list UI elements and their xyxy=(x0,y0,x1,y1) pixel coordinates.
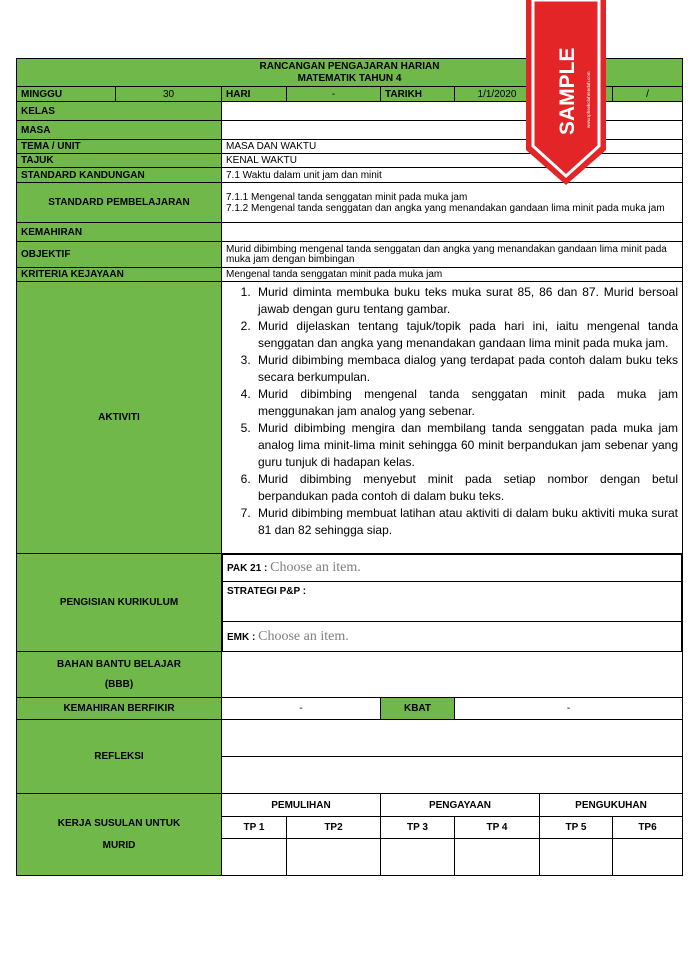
pemulihan-header: PEMULIHAN xyxy=(222,794,381,817)
kelas-value xyxy=(222,102,683,121)
tp1-header: TP 1 xyxy=(222,817,287,839)
tp2-cell xyxy=(287,839,381,876)
masa-label: MASA xyxy=(17,121,222,140)
sp-item-2: 7.1.2 Mengenal tanda senggatan dan angka yang menandakan gandaan lima minit pada muka jam xyxy=(226,202,665,214)
pak21-dropdown[interactable]: Choose an item. xyxy=(270,560,361,576)
aktiviti-item-2: 2. Murid dijelaskan tentang tajuk/topik pada hari ini, iaitu mengenal tanda senggatan dan angka yang menandakan gandaan lima minit pada muka jam. xyxy=(254,318,678,352)
kemahiran-value xyxy=(222,223,683,242)
aktiviti-item-3: 3. Murid dibimbing membaca dialog yang terdapat pada contoh dalam buku teks secara berkumpulan. xyxy=(254,352,678,386)
tp2-header: TP2 xyxy=(287,817,381,839)
refleksi-row-2 xyxy=(222,757,683,794)
minggu-value: 30 xyxy=(116,87,222,102)
kriteria-kejayaan-value: Mengenal tanda senggatan minit pada muka jam xyxy=(222,268,683,282)
standard-pembelajaran-label: STANDARD PEMBELAJARAN xyxy=(17,183,222,223)
kerja-susulan-line1: KERJA SUSULAN UNTUK xyxy=(57,817,181,829)
tajuk-value: KENAL WAKTU xyxy=(222,154,683,168)
tema-value: MASA DAN WAKTU xyxy=(222,140,683,154)
kemahiran-label: KEMAHIRAN xyxy=(17,223,222,242)
pengayaan-header: PENGAYAAN xyxy=(381,794,540,817)
ribbon-text: SAMPLE xyxy=(556,47,579,135)
tp3-cell xyxy=(381,839,455,876)
standard-pembelajaran-value xyxy=(222,183,683,223)
refleksi-row-1 xyxy=(222,720,683,757)
bbb-value xyxy=(222,652,683,698)
tp6-header: TP6 xyxy=(613,817,683,839)
tp6-cell xyxy=(613,839,683,876)
pengisian-kurikulum-subtable xyxy=(222,554,682,651)
tp4-cell xyxy=(455,839,540,876)
tema-label: TEMA / UNIT xyxy=(17,140,222,154)
plan-title-line2: MATEMATIK TAHUN 4 xyxy=(297,72,402,84)
sp-item-1: 7.1.1 Mengenal tanda senggatan minit pada muka jam xyxy=(226,191,468,203)
strategi-label: STRATEGI P&P : xyxy=(227,586,307,598)
emk-field[interactable] xyxy=(223,622,682,651)
hari-label: HARI xyxy=(222,87,287,102)
tajuk-label: TAJUK xyxy=(17,154,222,168)
tp5-cell xyxy=(540,839,613,876)
emk-dropdown[interactable]: Choose an item. xyxy=(258,628,349,644)
kerja-susulan-line2: MURID xyxy=(102,839,136,851)
kriteria-kejayaan-label: KRITERIA KEJAYAAN xyxy=(17,268,222,282)
standard-kandungan-value: 7.1 Waktu dalam unit jam dan minit xyxy=(222,168,683,183)
sample-ribbon xyxy=(526,0,606,185)
tarikh-label: TARIKH xyxy=(381,87,455,102)
aktiviti-item-4: 4. Murid dibimbing mengenal tanda senggatan minit pada muka jam menggunakan jam analog yang sebenar. xyxy=(254,386,678,420)
aktiviti-item-5: 5. Murid dibimbing mengira dan membilang tanda senggatan pada muka jam analog lima minit-lima minit sehingga 60 minit berpandukan jam sebenar yang guru tunjuk di hadapan kelas. xyxy=(254,420,678,471)
kemahiran-berfikir-value: - xyxy=(222,698,381,720)
tp1-cell xyxy=(222,839,287,876)
refleksi-label: REFLEKSI xyxy=(17,720,222,794)
bbb-label xyxy=(17,652,222,698)
bbb-label-line1: BAHAN BANTU BELAJAR xyxy=(57,658,181,670)
kemahiran-berfikir-label: KEMAHIRAN BERFIKIR xyxy=(17,698,222,720)
plan-title-line1: RANCANGAN PENGAJARAN HARIAN xyxy=(259,60,440,72)
objektif-value: Murid dibimbing mengenal tanda senggatan dan angka yang menandakan gandaan lima minit pada muka jam dengan bimbingan xyxy=(222,242,683,268)
minggu-label: MINGGU xyxy=(17,87,116,102)
bbb-label-line2: (BBB) xyxy=(104,678,134,690)
tp5-header: TP 5 xyxy=(540,817,613,839)
pengisian-kurikulum-cell xyxy=(222,554,683,652)
kelas-label: KELAS xyxy=(17,102,222,121)
aktiviti-list xyxy=(226,284,678,539)
standard-kandungan-label: STANDARD KANDUNGAN xyxy=(17,168,222,183)
masa-top-value: / xyxy=(613,87,683,102)
ribbon-small-text: www.rphsekolahrendah.com xyxy=(586,71,591,128)
kerja-susulan-label xyxy=(17,794,222,876)
aktiviti-label: AKTIVITI xyxy=(17,282,222,554)
pengukuhan-header: PENGUKUHAN xyxy=(540,794,683,817)
strategi-field[interactable] xyxy=(223,582,682,622)
emk-label: EMK : xyxy=(227,631,256,643)
aktiviti-item-7: 7. Murid dibimbing membuat latihan atau aktiviti di dalam buku aktiviti muka surat 81 dan 82 sehingga siap. xyxy=(254,505,678,539)
aktiviti-item-6: 6. Murid dibimbing menyebut minit pada setiap nombor dengan betul berpandukan pada contoh di dalam buku teks. xyxy=(254,471,678,505)
pengisian-kurikulum-label: PENGISIAN KURIKULUM xyxy=(17,554,222,652)
pak21-label: PAK 21 : xyxy=(227,563,268,575)
hari-value: - xyxy=(287,87,381,102)
kbat-value: - xyxy=(455,698,683,720)
objektif-label: OBJEKTIF xyxy=(17,242,222,268)
tp3-header: TP 3 xyxy=(381,817,455,839)
tp4-header: TP 4 xyxy=(455,817,540,839)
masa-value xyxy=(222,121,683,140)
pak21-field[interactable] xyxy=(223,555,682,582)
kbat-label: KBAT xyxy=(381,698,455,720)
aktiviti-item-1: 1. Murid diminta membuka buku teks muka surat 85, 86 dan 87. Murid bersoal jawab dengan guru tentang gambar. xyxy=(254,284,678,318)
aktiviti-list-cell xyxy=(222,282,683,554)
tarikh-value: 1/1/2020 xyxy=(455,87,540,102)
